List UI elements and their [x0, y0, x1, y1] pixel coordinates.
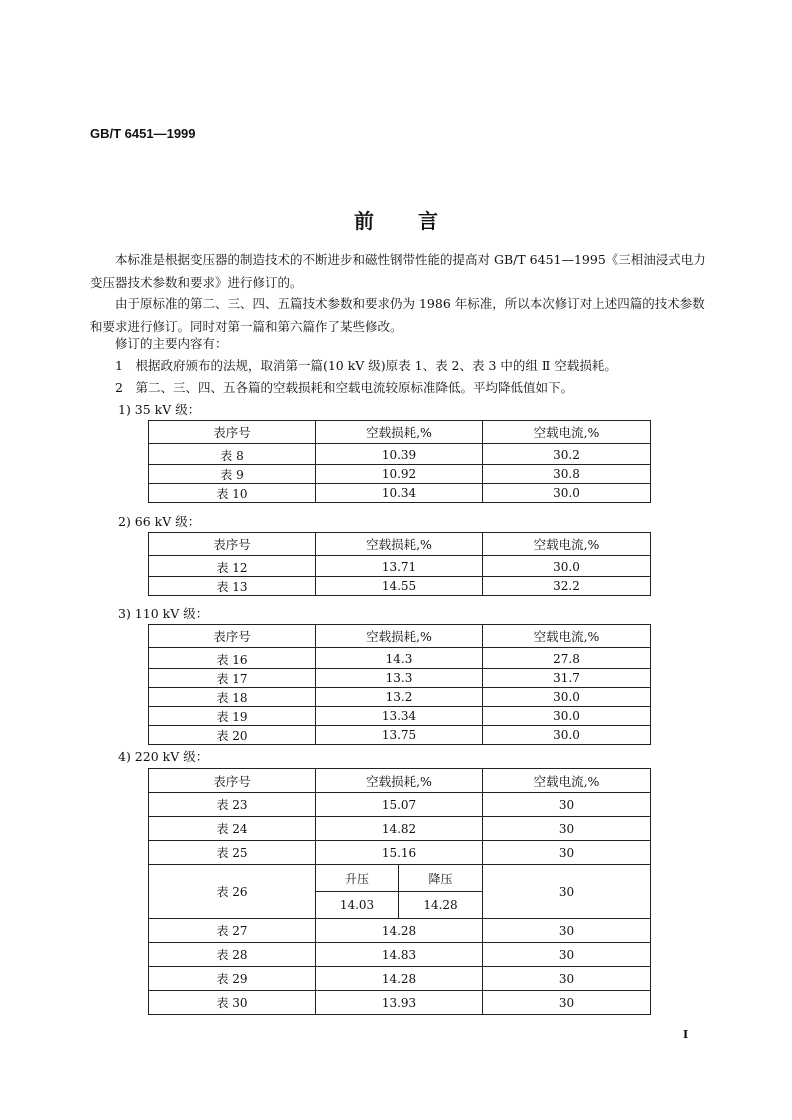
- table-row: [149, 726, 651, 745]
- cell-table-no: 表 19: [149, 707, 316, 726]
- cell-table-no: 表 20: [149, 726, 316, 745]
- column-header: 表序号: [149, 625, 316, 648]
- page-number: Ⅰ: [683, 1028, 689, 1041]
- section-label-220kv: 4) 220 kV 级：: [118, 749, 209, 764]
- cell-table-no: 表 26: [149, 865, 316, 919]
- list-item-2: 2 第二、三、四、五各篇的空载损耗和空载电流较原标准降低。平均降低值如下。: [115, 380, 573, 395]
- table-row: [149, 688, 651, 707]
- cell-current: 30: [483, 865, 651, 919]
- cell-table-no: 表 30: [149, 991, 316, 1015]
- column-header: 空载损耗,%: [316, 533, 483, 556]
- cell-table-no: 表 29: [149, 967, 316, 991]
- cell-table-no: 表 25: [149, 841, 316, 865]
- cell-current: 30.0: [483, 688, 651, 707]
- cell-table-no: 表 24: [149, 817, 316, 841]
- section-label-35kv: 1) 35 kV 级：: [118, 402, 201, 417]
- column-header: 空载电流,%: [483, 421, 651, 444]
- title-char-1: 前: [354, 209, 374, 233]
- cell-current: 30: [483, 793, 651, 817]
- cell-table-no: 表 23: [149, 793, 316, 817]
- cell-loss: 13.2: [316, 688, 483, 707]
- cell-current: 31.7: [483, 669, 651, 688]
- cell-current: 30.2: [483, 444, 651, 465]
- cell-loss: 10.92: [316, 465, 483, 484]
- cell-loss: 14.28: [316, 919, 483, 943]
- section-label-110kv: 3) 110 kV 级：: [118, 606, 209, 621]
- column-header: 表序号: [149, 421, 316, 444]
- cell-step-down-loss: 14.28: [399, 892, 483, 919]
- cell-loss: 13.3: [316, 669, 483, 688]
- column-header: 表序号: [149, 769, 316, 793]
- column-header: 空载损耗,%: [316, 769, 483, 793]
- document-header: GB/T 6451—1999: [90, 126, 196, 141]
- table-row: [149, 793, 651, 817]
- column-header: 空载损耗,%: [316, 421, 483, 444]
- paragraph-revision-scope: 由于原标准的第二、三、四、五篇技术参数和要求仍为 1986 年标准，所以本次修订对上述四篇的技术参数和要求进行修订。同时对第一篇和第六篇作了某些修改。: [90, 296, 705, 334]
- table-row: [149, 669, 651, 688]
- paragraph-intro: 本标准是根据变压器的制造技术的不断进步和磁性钢带性能的提高对 GB/T 6451—1995《三相油浸式电力变压器技术参数和要求》进行修订的。: [90, 252, 706, 290]
- cell-loss: 14.3: [316, 648, 483, 669]
- cell-table-no: 表 8: [149, 444, 316, 465]
- column-header: 表序号: [149, 533, 316, 556]
- cell-table-no: 表 27: [149, 919, 316, 943]
- table-row: [149, 577, 651, 596]
- cell-loss: 15.16: [316, 841, 483, 865]
- table-row: [149, 484, 651, 503]
- column-header: 空载电流,%: [483, 625, 651, 648]
- cell-current: 30.0: [483, 726, 651, 745]
- table-row: [149, 865, 651, 892]
- cell-current: 30: [483, 919, 651, 943]
- table-row: [149, 919, 651, 943]
- table-row: [149, 556, 651, 577]
- cell-current: 30.8: [483, 465, 651, 484]
- cell-current: 30: [483, 991, 651, 1015]
- table-row: [149, 465, 651, 484]
- cell-loss: 13.34: [316, 707, 483, 726]
- cell-loss: 13.71: [316, 556, 483, 577]
- cell-loss: 14.83: [316, 943, 483, 967]
- cell-loss: 14.55: [316, 577, 483, 596]
- title-char-2: 言: [418, 209, 438, 233]
- table-row: [149, 444, 651, 465]
- cell-table-no: 表 9: [149, 465, 316, 484]
- cell-loss: 13.75: [316, 726, 483, 745]
- cell-current: 30: [483, 943, 651, 967]
- list-item-1: 1 根据政府颁布的法规，取消第一篇(10 kV 级)原表 1、表 2、表 3 中的组 Ⅱ 空载损耗。: [115, 358, 617, 373]
- cell-current: 30: [483, 817, 651, 841]
- cell-table-no: 表 13: [149, 577, 316, 596]
- cell-current: 32.2: [483, 577, 651, 596]
- cell-table-no: 表 17: [149, 669, 316, 688]
- cell-current: 30.0: [483, 707, 651, 726]
- cell-table-no: 表 28: [149, 943, 316, 967]
- page-title: [0, 205, 792, 234]
- cell-current: 27.8: [483, 648, 651, 669]
- paragraph-main-contents: 修订的主要内容有：: [115, 336, 228, 351]
- cell-current: 30: [483, 841, 651, 865]
- cell-step-up-loss: 14.03: [316, 892, 399, 919]
- cell-table-no: 表 16: [149, 648, 316, 669]
- cell-current: 30.0: [483, 556, 651, 577]
- table-66kv: [148, 532, 651, 596]
- table-row: [149, 817, 651, 841]
- cell-current: 30: [483, 967, 651, 991]
- section-label-66kv: 2) 66 kV 级：: [118, 514, 201, 529]
- cell-loss: 14.82: [316, 817, 483, 841]
- column-header: 空载电流,%: [483, 769, 651, 793]
- column-header: 空载损耗,%: [316, 625, 483, 648]
- cell-loss: 13.93: [316, 991, 483, 1015]
- cell-table-no: 表 12: [149, 556, 316, 577]
- cell-loss: 10.39: [316, 444, 483, 465]
- cell-table-no: 表 18: [149, 688, 316, 707]
- cell-loss: 10.34: [316, 484, 483, 503]
- table-35kv: [148, 420, 651, 503]
- cell-loss: 15.07: [316, 793, 483, 817]
- cell-table-no: 表 10: [149, 484, 316, 503]
- table-110kv: [148, 624, 651, 745]
- table-row: [149, 707, 651, 726]
- table-row: [149, 967, 651, 991]
- cell-loss: 14.28: [316, 967, 483, 991]
- table-row: [149, 943, 651, 967]
- cell-step-up-label: 升压: [316, 865, 399, 892]
- cell-step-down-label: 降压: [399, 865, 483, 892]
- table-row: [149, 648, 651, 669]
- table-row: [149, 991, 651, 1015]
- table-row: [149, 841, 651, 865]
- table-220kv: [148, 768, 651, 1015]
- cell-current: 30.0: [483, 484, 651, 503]
- column-header: 空载电流,%: [483, 533, 651, 556]
